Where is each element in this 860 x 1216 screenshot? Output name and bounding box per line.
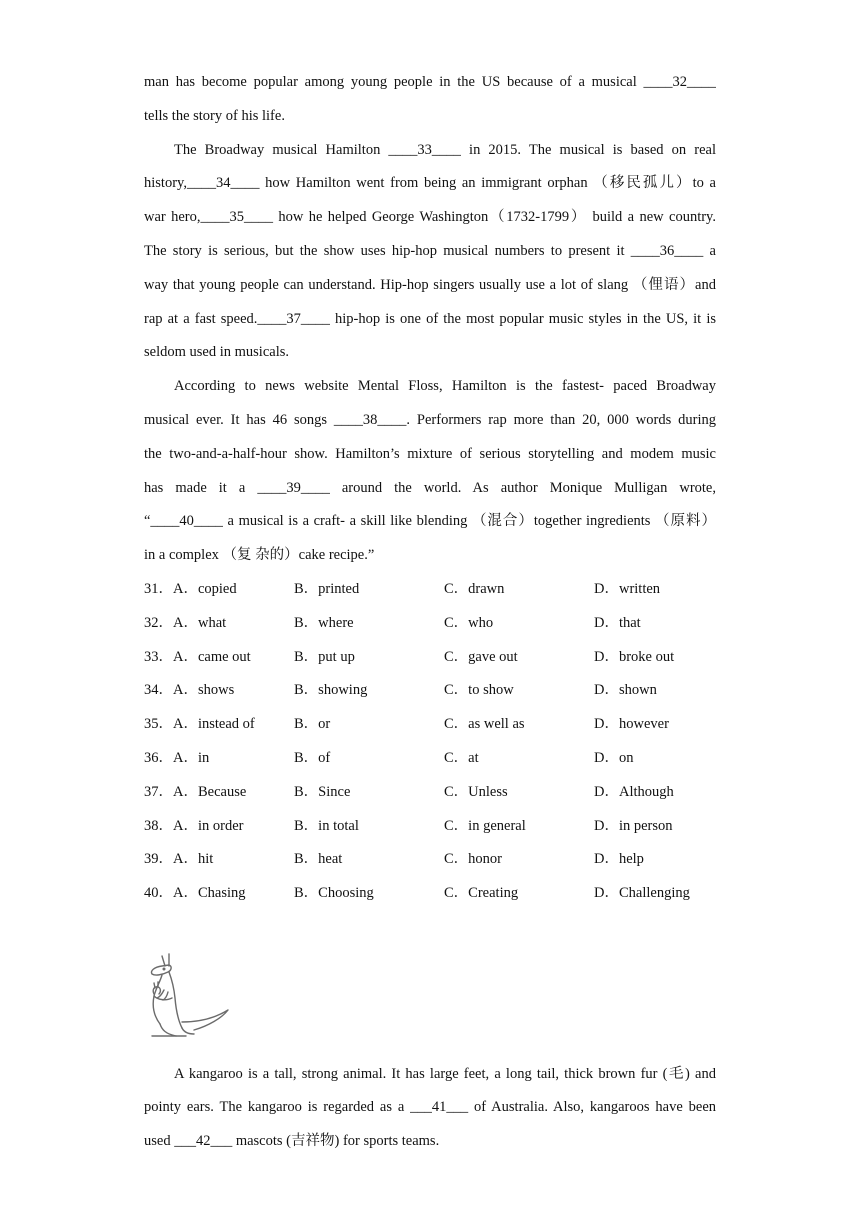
option-a-text: A．came out [173,648,251,665]
option-c: C．at [444,749,479,766]
option-b: B．Since [294,783,351,800]
option-a [144,810,243,844]
passage-line: the two-and-a-half-hour show. Hamilton’s mixture of serious storytelling and modem music [144,445,716,462]
passage-line: A kangaroo is a tall, strong animal. It has large feet, a long tail, thick brown fur (毛) and [174,1065,716,1082]
question-number: 31． [144,581,173,597]
option-d: D．help [594,851,644,868]
option-c: C．drawn [444,581,505,597]
passage1-paragraph-3 [144,370,716,573]
question-number: 37． [144,783,173,800]
question-row [144,810,744,844]
passage-line: man has become popular among young people in the US because of a musical ____32____ [144,74,716,90]
option-b: B．put up [294,648,355,665]
option-a [144,573,237,607]
passage-line: According to news website Mental Floss, Hamilton is the fastest- paced Broadway [174,378,716,395]
passage-line: has made it a ____39____ around the world. As author Monique Mulligan wrote, [144,479,716,496]
passage-line: The story is serious, but the show uses hip-hop musical numbers to present it ____36____ a [144,242,716,259]
option-a-text: A．hit [173,851,214,868]
option-b: B．heat [294,851,343,868]
option-c: C．who [444,614,494,631]
option-d: D．on [594,749,634,766]
option-d: D．written [594,581,661,597]
option-a [144,674,234,708]
option-a-text: A．Chasing [173,885,246,902]
option-d: D．in person [594,817,673,834]
question-number: 38． [144,817,173,834]
passage2-paragraph [144,1058,716,1159]
question-row [144,607,744,641]
question-number: 33． [144,648,173,665]
option-a [144,843,213,877]
option-b: B．printed [294,581,360,597]
option-d: D．Challenging [594,885,690,902]
option-a-text: A．in order [173,817,244,834]
option-a [144,708,255,742]
passage-line: in a complex （复 杂的）cake recipe.” [144,547,375,564]
passage-line: history,____34____ how Hamilton went from being an immigrant orphan （移民孤儿）to a [144,175,716,192]
option-a [144,877,246,911]
option-b: B．of [294,749,331,766]
passage-line: way that young people can understand. Hip-hop singers usually use a lot of slang （俚语）and [144,276,716,293]
question-row [144,674,744,708]
question-row [144,708,744,742]
passage1-intro [144,66,716,134]
option-c: C．gave out [444,648,518,665]
option-a [144,742,209,776]
option-c: C．as well as [444,716,525,733]
option-a [144,641,251,675]
passage1-paragraph-2 [144,134,716,371]
question-number: 39． [144,851,173,868]
question-number: 40． [144,885,173,902]
option-b: B．Choosing [294,885,374,902]
question-row [144,877,744,911]
question-row [144,776,744,810]
option-d: D．shown [594,682,657,699]
option-d: D．however [594,716,669,733]
passage-line: “____40____ a musical is a craft- a skill like blending （混合）together ingredients （原料） [144,513,716,530]
question-number: 35． [144,716,173,733]
passage-line: The Broadway musical Hamilton ____33____ in 2015. The musical is based on real [174,141,716,158]
passage-line: used ___42___ mascots (吉祥物) for sports teams. [144,1133,440,1150]
option-d: D．that [594,614,641,631]
passage-line: pointy ears. The kangaroo is regarded as a ___41___ of Australia. Also, kangaroos have been [144,1099,716,1116]
option-c: C．Creating [444,885,519,902]
option-c: C．in general [444,817,526,834]
option-b: B．in total [294,817,359,834]
option-a-text: A．in [173,749,210,766]
option-b: B．where [294,614,354,631]
question-row [144,843,744,877]
question-number: 34． [144,682,173,699]
passage-line: seldom used in musicals. [144,344,289,361]
option-a-text: A．instead of [173,716,255,733]
option-b: B．showing [294,682,368,699]
passage-line: rap at a fast speed.____37____ hip-hop is one of the most popular music styles in the US, it is [144,310,716,327]
passage-line: war hero,____35____ how he helped George Washington（1732-1799） build a new country. [144,209,716,226]
answer-options [144,573,744,911]
option-d: D．broke out [594,648,675,665]
kangaroo-illustration [142,950,234,1046]
question-row [144,573,744,607]
question-row [144,742,744,776]
passage-line: musical ever. It has 46 songs ____38____. Performers rap more than 20, 000 words during [144,411,716,428]
option-d: D．Although [594,783,674,800]
option-c: C．to show [444,682,514,699]
option-a-text: A．what [173,614,227,631]
passage-line: tells the story of his life. [144,107,285,124]
option-a [144,607,226,641]
option-a-text: A．copied [173,581,237,597]
option-a [144,776,246,810]
option-a-text: A．shows [173,682,235,699]
option-c: C．Unless [444,783,508,800]
question-row [144,641,744,675]
question-number: 36． [144,749,173,766]
option-a-text: A．Because [173,783,247,800]
option-b: B．or [294,716,331,733]
option-c: C．honor [444,851,502,868]
question-number: 32． [144,614,173,631]
